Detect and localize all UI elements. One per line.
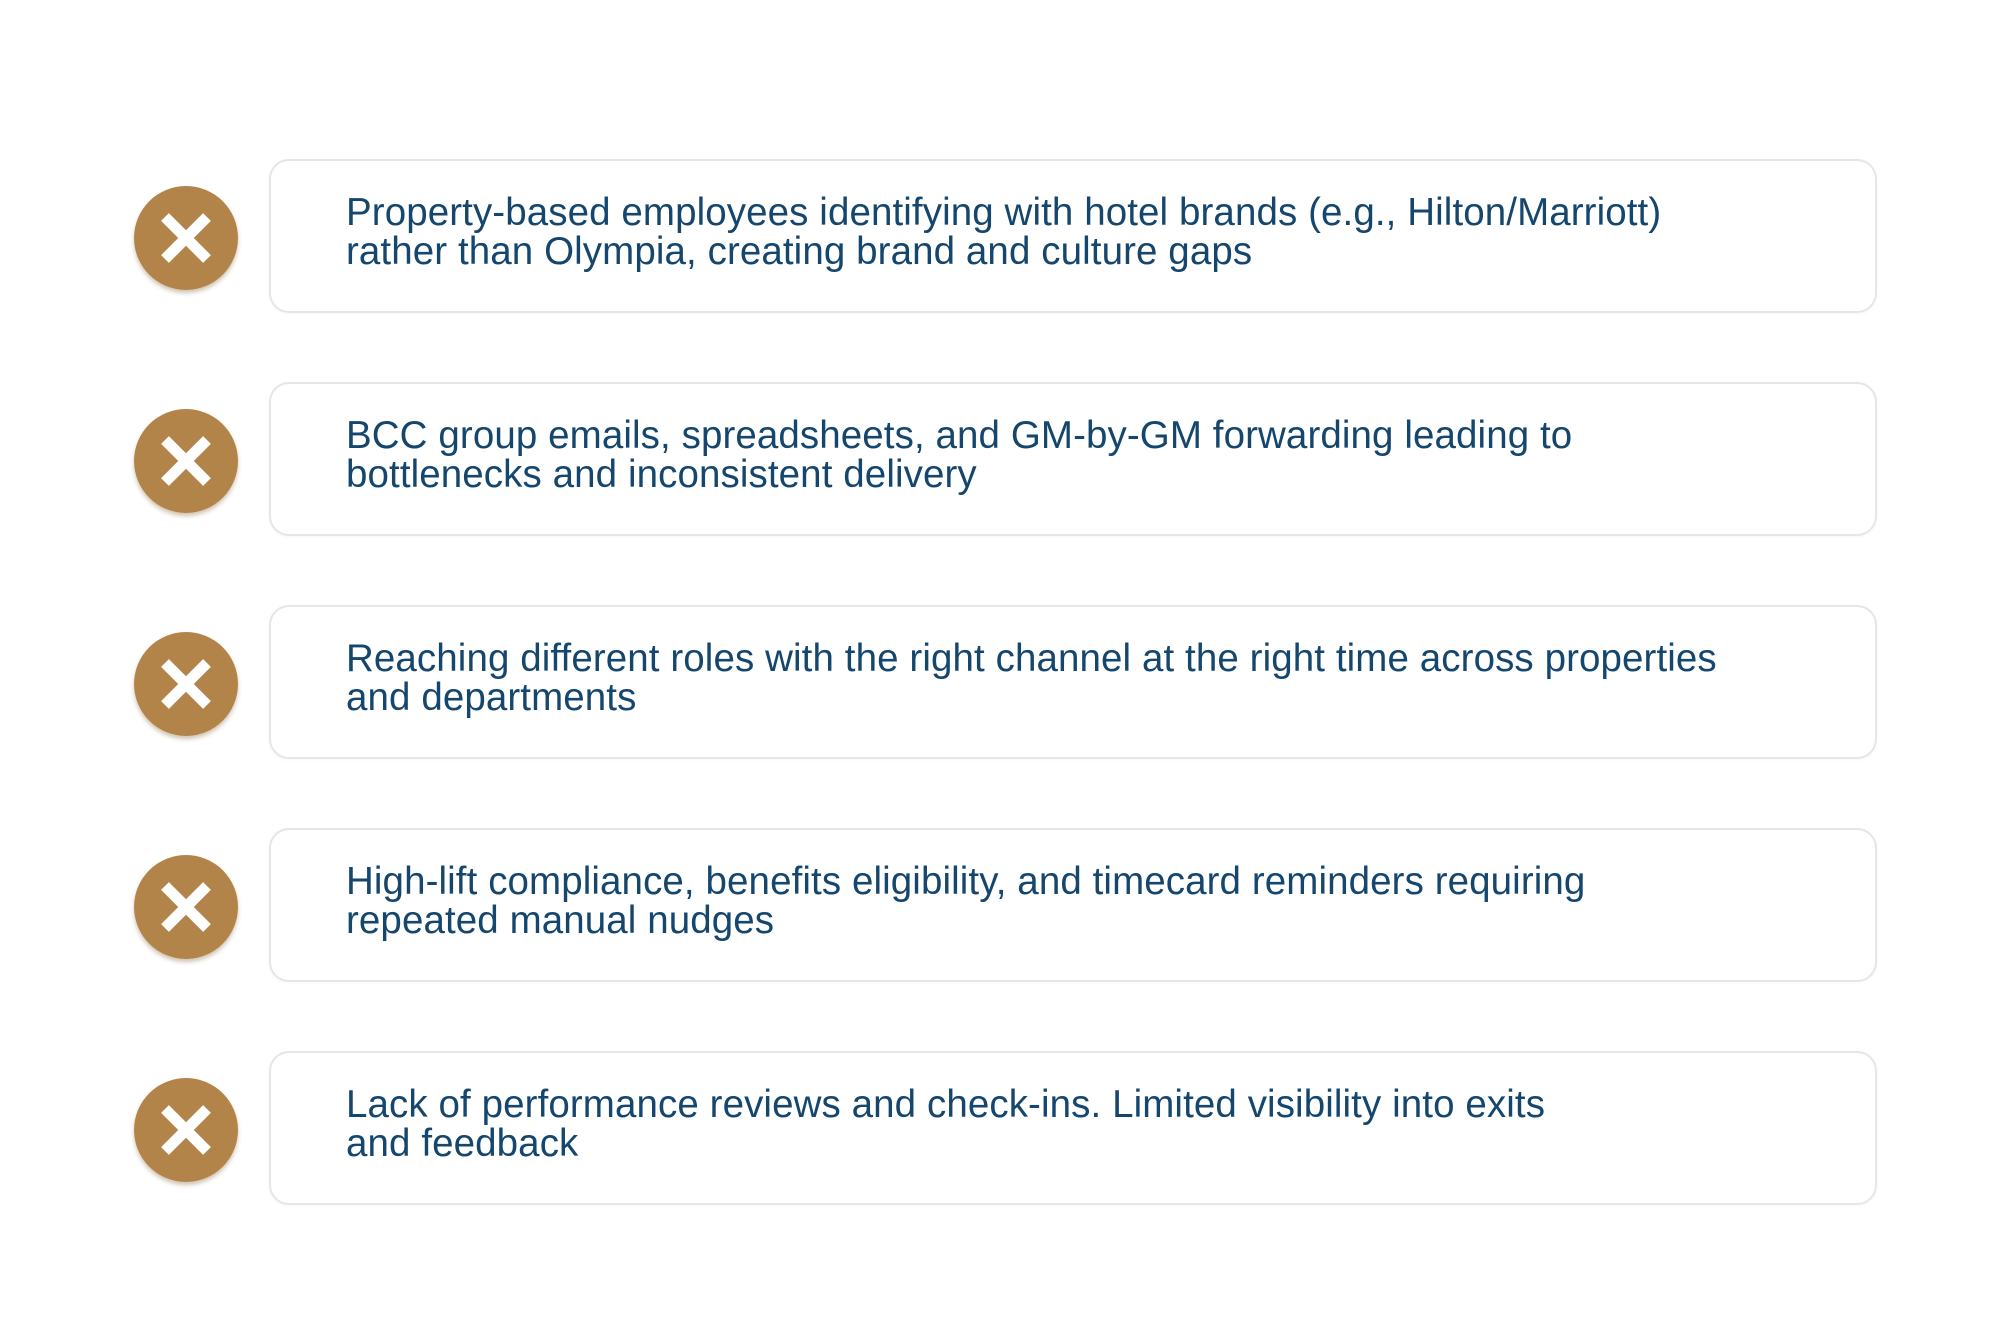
list-item (0, 828, 2000, 984)
close-x-icon (134, 632, 238, 736)
item-text (346, 639, 1836, 717)
item-text-line-2: and feedback (346, 1122, 579, 1165)
list-item (0, 382, 2000, 538)
item-text-line-2: repeated manual nudges (346, 899, 775, 942)
item-text-line-1: High-lift compliance, benefits eligibility, and timecard reminders requiring (346, 860, 1586, 903)
close-x-icon (134, 855, 238, 959)
close-x-icon (134, 1078, 238, 1182)
item-text (346, 862, 1836, 940)
item-card (269, 605, 1877, 759)
list-item (0, 1051, 2000, 1207)
item-text-line-1: Lack of performance reviews and check-ins. Limited visibility into exits (346, 1083, 1546, 1126)
item-card (269, 382, 1877, 536)
item-text-line-1: Reaching different roles with the right channel at the right time across properties (346, 637, 1717, 680)
item-text-line-1: Property-based employees identifying with hotel brands (e.g., Hilton/Marriott) (346, 191, 1662, 234)
list-item (0, 159, 2000, 315)
close-x-icon (134, 186, 238, 290)
item-card (269, 828, 1877, 982)
item-text (346, 193, 1836, 271)
item-text-line-2: rather than Olympia, creating brand and culture gaps (346, 230, 1253, 273)
item-text-line-2: bottlenecks and inconsistent delivery (346, 453, 977, 496)
item-card (269, 1051, 1877, 1205)
item-text-line-1: BCC group emails, spreadsheets, and GM-by-GM forwarding leading to (346, 414, 1573, 457)
item-card (269, 159, 1877, 313)
item-text-line-2: and departments (346, 676, 637, 719)
item-text (346, 416, 1836, 494)
list-item (0, 605, 2000, 761)
item-text (346, 1085, 1836, 1163)
close-x-icon (134, 409, 238, 513)
